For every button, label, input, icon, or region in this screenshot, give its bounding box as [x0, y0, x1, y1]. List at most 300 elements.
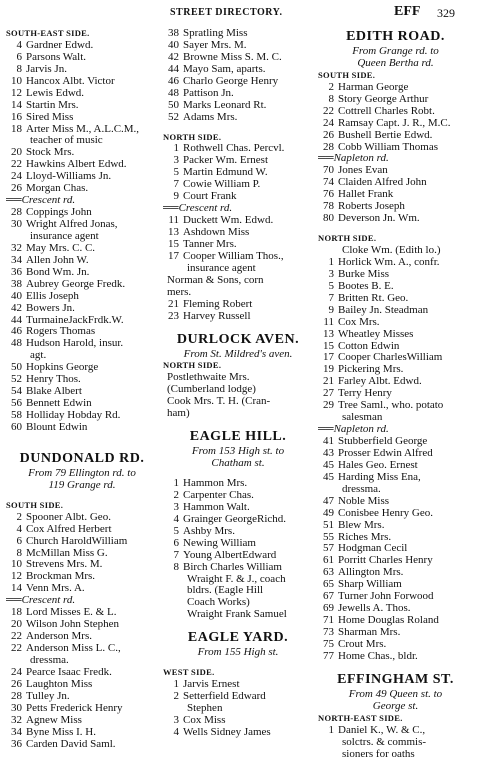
resident-name: Cotton Edwin	[338, 340, 400, 352]
resident-name: Strevens Mrs. M.	[26, 559, 103, 571]
cross-street-marker: ══	[6, 195, 22, 207]
house-number: 22	[11, 159, 22, 171]
entry-continuation: dressma.	[342, 483, 381, 495]
directory-entry	[6, 147, 158, 159]
house-number: 69	[323, 603, 334, 615]
directory-entry	[318, 376, 473, 388]
resident-name: Laughton Miss	[26, 678, 93, 690]
guide-letters: EFF	[394, 4, 421, 19]
resident-name: Claiden Alfred John	[338, 177, 427, 189]
street-heading: EFFINGHAM ST.	[337, 671, 454, 687]
directory-entry	[6, 422, 158, 434]
resident-name: Cooper CharlesWilliam	[338, 352, 443, 364]
directory-entry	[318, 520, 473, 532]
side-heading: WEST SIDE.	[163, 667, 215, 678]
directory-entry	[6, 362, 158, 374]
house-number: 4	[173, 513, 179, 525]
entry-continuation: agt.	[30, 350, 47, 362]
spacer	[163, 470, 313, 478]
resident-name: Tree Saml., who. potato	[338, 400, 444, 412]
resident-name: Jewells A. Thos.	[338, 603, 411, 615]
house-number: 19	[323, 364, 334, 376]
entry-unnumbered: ham)	[167, 408, 190, 420]
entry-continuation: bldrs. (Eagle Hill	[187, 585, 264, 597]
resident-name: Britten Rt. Geo.	[338, 292, 409, 304]
directory-entry	[318, 213, 473, 225]
resident-name: Cottrell Charles Robt.	[338, 105, 435, 117]
directory-entry	[6, 207, 158, 219]
house-number: 18	[11, 607, 22, 619]
house-number: 6	[16, 535, 22, 547]
house-number: 3	[328, 268, 334, 280]
directory-entry	[163, 227, 313, 239]
house-number: 45	[323, 471, 334, 483]
street-route: George st.	[372, 700, 419, 712]
house-number: 76	[323, 189, 334, 201]
directory-entry	[318, 82, 473, 94]
house-number: 26	[11, 183, 22, 195]
resident-name: Tanner Mrs.	[183, 238, 237, 250]
house-number: 21	[168, 298, 179, 310]
house-number: 8	[173, 561, 179, 573]
house-number: 5	[173, 167, 179, 179]
resident-name: Ellis Joseph	[26, 290, 79, 302]
house-number: 11	[323, 316, 334, 328]
house-number: 50	[168, 99, 179, 111]
resident-name: McMillan Miss G.	[26, 547, 108, 559]
entry-continuation: Wraight Frank Samuel	[187, 609, 287, 621]
entry-continuation: teacher of music	[30, 135, 103, 147]
house-number: 34	[11, 726, 22, 738]
directory-entry	[318, 508, 473, 520]
directory-entry	[318, 165, 473, 177]
street-route: From Grange rd. to	[352, 46, 439, 57]
directory-entry	[318, 329, 473, 341]
entry-continuation: salesman	[342, 412, 383, 424]
resident-name: Hammon Mrs.	[183, 478, 248, 489]
resident-name: Startin Mrs.	[26, 99, 79, 111]
house-number: 45	[323, 459, 334, 471]
resident-name: TurmaineJackFrdk.W.	[26, 314, 124, 326]
house-number: 24	[11, 666, 22, 678]
directory-column-1	[6, 28, 158, 750]
resident-name: Daniel K., W. & C.,	[338, 724, 426, 736]
directory-entry	[6, 727, 158, 739]
resident-name: Anderson Miss L. C.,	[26, 643, 121, 654]
house-number: 48	[168, 87, 179, 99]
directory-entry	[6, 643, 158, 655]
cross-street	[163, 203, 313, 215]
resident-name: Mayo Sam, aparts.	[183, 63, 266, 75]
house-number: 5	[328, 280, 334, 292]
directory-entry	[318, 651, 473, 663]
directory-entry	[318, 639, 473, 651]
cross-street-name: Crescent rd.	[21, 195, 76, 207]
directory-entry	[318, 317, 473, 329]
resident-name: Roberts Joseph	[338, 201, 405, 213]
house-number: 27	[323, 388, 334, 400]
resident-name: Petts Frederick Henry	[26, 702, 123, 714]
directory-entry	[163, 251, 313, 263]
house-number: 28	[323, 141, 334, 153]
house-number: 47	[323, 495, 334, 507]
house-number: 14	[11, 583, 22, 595]
resident-name: Marks Leonard Rt.	[183, 99, 267, 111]
resident-name: Lewis Edwd.	[26, 87, 85, 99]
house-number: 2	[16, 511, 22, 523]
directory-entry	[318, 257, 473, 269]
directory-entry	[6, 667, 158, 679]
directory-entry	[6, 303, 158, 315]
directory-entry	[318, 567, 473, 579]
house-number: 4	[173, 726, 179, 738]
directory-entry	[318, 201, 473, 213]
directory-entry	[6, 398, 158, 410]
directory-entry	[6, 374, 158, 386]
directory-entry	[163, 715, 313, 727]
resident-name: Hopkins George	[26, 362, 99, 374]
directory-entry	[163, 52, 313, 64]
resident-name: Bailey Jn. Steadman	[338, 304, 429, 316]
resident-name: Sired Miss	[26, 111, 74, 123]
house-number: 13	[168, 227, 179, 238]
street-route: From 155 High st.	[197, 647, 279, 659]
house-number: 44	[168, 63, 179, 75]
house-number: 10	[11, 75, 22, 87]
directory-entry	[163, 727, 313, 739]
resident-name: Fleming Robert	[183, 298, 253, 310]
resident-name: Holliday Hobday Rd.	[26, 410, 121, 421]
street-route: From St. Mildred's aven.	[183, 348, 293, 360]
resident-name: Bootes B. E.	[338, 280, 394, 292]
cross-street-name: Crescent rd.	[21, 595, 76, 607]
directory-entry	[318, 118, 473, 130]
resident-name: Harvey Russell	[183, 310, 251, 322]
resident-name: Pattison Jn.	[183, 87, 234, 99]
directory-entry	[318, 293, 473, 305]
entry-continuation: Cloke Wm. (Edith lo.)	[342, 245, 441, 256]
resident-name: Browne Miss S. M. C.	[183, 51, 282, 63]
resident-name: Blew Mrs.	[338, 519, 385, 531]
directory-entry	[318, 555, 473, 567]
house-number: 4	[16, 523, 22, 535]
side-heading: SOUTH SIDE.	[6, 499, 64, 510]
resident-name: Sayer Mrs. M.	[183, 39, 247, 51]
resident-name: Home Chas., bldr.	[338, 650, 418, 662]
page-header	[0, 0, 478, 28]
resident-name: Wells Sidney James	[183, 726, 271, 738]
resident-name: Bowers Jn.	[26, 302, 75, 314]
house-number: 44	[11, 314, 22, 326]
entry-unnumbered: Norman & Sons, corn	[167, 274, 264, 286]
house-number: 36	[11, 738, 22, 750]
resident-name: Agnew Miss	[26, 714, 82, 726]
resident-name: Terry Henry	[338, 388, 392, 400]
resident-name: Cox Mrs.	[338, 316, 380, 328]
directory-entry	[6, 607, 158, 619]
directory-entry	[163, 76, 313, 88]
directory-entry	[318, 400, 473, 412]
house-number: 38	[11, 278, 22, 290]
directory-column-3	[318, 28, 473, 760]
house-number: 2	[328, 81, 334, 93]
directory-entry	[163, 155, 313, 167]
directory-column-2	[163, 28, 313, 739]
house-number: 65	[323, 579, 334, 591]
resident-name: Turner John Forwood	[338, 591, 434, 603]
entry-continuation: Wraight F. & J., coach	[187, 573, 286, 585]
side-heading: NORTH SIDE.	[318, 233, 377, 244]
side-heading: SOUTH-EAST SIDE.	[6, 28, 90, 38]
directory-entry	[163, 88, 313, 100]
resident-name: Cox Alfred Herbert	[26, 523, 112, 535]
house-number: 46	[168, 75, 179, 87]
resident-name: Hawkins Albert Edwd.	[26, 159, 127, 171]
directory-entry	[318, 725, 473, 737]
house-number: 15	[323, 340, 334, 352]
directory-entry	[6, 536, 158, 548]
house-number: 13	[323, 328, 334, 340]
house-number: 26	[323, 129, 334, 141]
house-number: 10	[11, 559, 22, 571]
house-number: 42	[11, 302, 22, 314]
directory-entry	[163, 64, 313, 76]
house-number: 7	[173, 549, 179, 561]
house-number: 9	[328, 304, 334, 316]
entry-continuation: sioners for oaths	[342, 748, 415, 760]
house-number: 8	[16, 63, 22, 75]
resident-name: Porritt Charles Henry	[338, 555, 433, 567]
cross-street-name: Crescent rd.	[178, 203, 233, 215]
directory-entry	[163, 311, 313, 323]
house-number: 73	[323, 627, 334, 638]
house-number: 54	[11, 386, 22, 398]
house-number: 32	[11, 714, 22, 726]
resident-name: Wright Alfred Jonas,	[26, 219, 118, 230]
directory-entry	[6, 112, 158, 124]
resident-name: Allen John W.	[26, 254, 89, 266]
directory-entry	[6, 100, 158, 112]
resident-name: Aubrey George Fredk.	[26, 278, 126, 290]
house-number: 1	[173, 478, 179, 489]
directory-entry	[6, 715, 158, 727]
directory-entry	[6, 524, 158, 536]
directory-entry	[163, 28, 313, 40]
directory-entry	[318, 472, 473, 484]
directory-entry	[163, 167, 313, 179]
directory-entry	[318, 388, 473, 400]
running-title: STREET DIRECTORY.	[170, 7, 283, 18]
resident-name: Pickering Mrs.	[338, 364, 404, 376]
resident-name: Bennett Edwin	[26, 398, 92, 410]
house-number: 8	[328, 93, 334, 105]
house-number: 40	[168, 39, 179, 51]
resident-name: Wilson John Stephen	[26, 619, 120, 631]
directory-entry	[6, 76, 158, 88]
entry-continuation: Coach Works)	[187, 597, 250, 609]
resident-name: Bond Wm. Jn.	[26, 266, 90, 278]
house-number: 38	[168, 28, 179, 39]
house-number: 74	[323, 177, 334, 189]
street-heading: EAGLE YARD.	[187, 630, 289, 646]
entry-continuation: solctrs. & commis-	[342, 736, 427, 748]
directory-entry	[163, 143, 313, 155]
spacer	[318, 663, 473, 671]
house-number: 30	[11, 702, 22, 714]
resident-name: Carpenter Chas.	[183, 489, 254, 501]
house-number: 7	[173, 179, 179, 191]
spacer	[163, 420, 313, 428]
house-number: 77	[323, 650, 334, 662]
house-number: 30	[11, 219, 22, 230]
house-number: 57	[323, 543, 334, 555]
directory-entry	[318, 94, 473, 106]
house-number: 22	[11, 643, 22, 654]
directory-entry	[163, 179, 313, 191]
resident-name: Allington Mrs.	[338, 567, 404, 579]
resident-name: Bushell Bertie Edwd.	[338, 129, 433, 141]
directory-entry	[6, 703, 158, 715]
directory-entry	[163, 112, 313, 124]
directory-entry	[318, 615, 473, 627]
directory-entry	[6, 691, 158, 703]
house-number: 61	[323, 555, 334, 567]
cross-street-marker: ══	[318, 153, 334, 165]
house-number: 3	[173, 714, 179, 726]
resident-name: Ramsay Capt. J. R., M.C.	[338, 117, 451, 129]
directory-entry	[6, 52, 158, 64]
spacer	[6, 442, 158, 450]
house-number: 58	[11, 410, 22, 421]
house-number: 4	[16, 39, 22, 51]
house-number: 12	[11, 87, 22, 99]
resident-name: Harman George	[338, 81, 409, 93]
directory-entry	[318, 106, 473, 118]
house-number: 28	[11, 207, 22, 219]
house-number: 20	[11, 619, 22, 631]
house-number: 78	[323, 201, 334, 213]
resident-name: Blount Edwin	[26, 421, 88, 433]
spacer	[163, 621, 313, 629]
resident-name: Burke Miss	[338, 268, 390, 280]
house-number: 15	[168, 238, 179, 250]
resident-name: Birch Charles William	[183, 561, 282, 573]
house-number: 3	[173, 501, 179, 513]
spacer	[163, 659, 313, 667]
directory-entry	[6, 386, 158, 398]
house-number: 46	[11, 326, 22, 338]
directory-entry	[318, 269, 473, 281]
house-number: 52	[168, 111, 179, 123]
house-number: 32	[11, 242, 22, 254]
spacer	[318, 225, 473, 233]
resident-name: Charlo George Henry	[183, 75, 279, 87]
resident-name: Hancox Albt. Victor	[26, 75, 115, 87]
resident-name: Jarvis Jn.	[26, 63, 67, 75]
directory-entry	[6, 338, 158, 350]
directory-entry	[318, 532, 473, 544]
directory-entry	[6, 279, 158, 291]
resident-name: Morgan Chas.	[26, 183, 89, 195]
house-number: 7	[328, 292, 334, 304]
street-route: Chatham st.	[211, 458, 265, 470]
directory-entry	[6, 619, 158, 631]
directory-entry	[6, 64, 158, 76]
resident-name: Lloyd-Williams Jn.	[26, 171, 112, 183]
cross-street	[6, 595, 158, 607]
directory-entry	[163, 526, 313, 538]
directory-entry	[163, 562, 313, 574]
directory-entry	[6, 255, 158, 267]
house-number: 18	[11, 123, 22, 135]
side-heading: NORTH SIDE.	[163, 131, 222, 142]
street-route: Queen Bertha rd.	[357, 57, 434, 69]
directory-entry	[6, 171, 158, 183]
resident-name: Deverson Jn. Wm.	[338, 213, 420, 225]
house-number: 21	[323, 376, 334, 388]
resident-name: Byne Miss I. H.	[26, 726, 96, 738]
directory-entry	[318, 130, 473, 142]
house-number: 17	[168, 250, 179, 262]
resident-name: Lord Misses E. & L.	[26, 607, 117, 619]
house-number: 60	[11, 421, 22, 433]
house-number: 42	[168, 51, 179, 63]
entry-unnumbered: Postlethwaite Mrs.	[167, 372, 250, 384]
house-number: 26	[11, 678, 22, 690]
resident-name: Hammon Walt.	[183, 501, 250, 513]
house-number: 5	[173, 525, 179, 537]
resident-name: Grainger GeorgeRichd.	[183, 513, 287, 525]
cross-street-name: Napleton rd.	[333, 153, 389, 165]
directory-entry	[163, 239, 313, 251]
directory-entry	[318, 496, 473, 508]
resident-name: Conisbee Henry Geo.	[338, 507, 434, 519]
house-number: 49	[323, 507, 334, 519]
directory-entry	[6, 88, 158, 100]
house-number: 40	[11, 290, 22, 302]
house-number: 22	[323, 105, 334, 117]
resident-name: Harding Miss Ena,	[338, 471, 421, 483]
resident-name: Jones Evan	[338, 165, 388, 177]
house-number: 9	[173, 191, 179, 203]
resident-name: Sharp William	[338, 579, 402, 591]
resident-name: Stock Mrs.	[26, 147, 75, 159]
directory-entry	[6, 219, 158, 231]
resident-name: Tulley Jn.	[26, 690, 70, 702]
resident-name: Riches Mrs.	[338, 531, 392, 543]
resident-name: Wheatley Misses	[338, 328, 414, 340]
entry-continuation: Stephen	[187, 703, 223, 714]
directory-entry	[6, 315, 158, 327]
house-number: 1	[173, 679, 179, 691]
resident-name: Story George Arthur	[338, 93, 429, 105]
house-number: 55	[323, 531, 334, 543]
resident-name: Farley Albt. Edwd.	[338, 376, 422, 388]
resident-name: Hallet Frank	[338, 189, 394, 201]
resident-name: Sharman Mrs.	[338, 627, 401, 638]
resident-name: May Mrs. C. C.	[26, 242, 96, 254]
house-number: 12	[11, 571, 22, 583]
resident-name: Coppings John	[26, 207, 92, 219]
resident-name: Home Douglas Roland	[338, 615, 439, 627]
entry-unnumbered: (Cumberland lodge)	[167, 384, 256, 396]
directory-entry	[318, 352, 473, 364]
resident-name: Henry Thos.	[26, 374, 81, 386]
house-number: 16	[11, 111, 22, 123]
house-number: 51	[323, 519, 334, 531]
resident-name: Ashdown Miss	[183, 227, 250, 238]
resident-name: Court Frank	[183, 191, 237, 203]
